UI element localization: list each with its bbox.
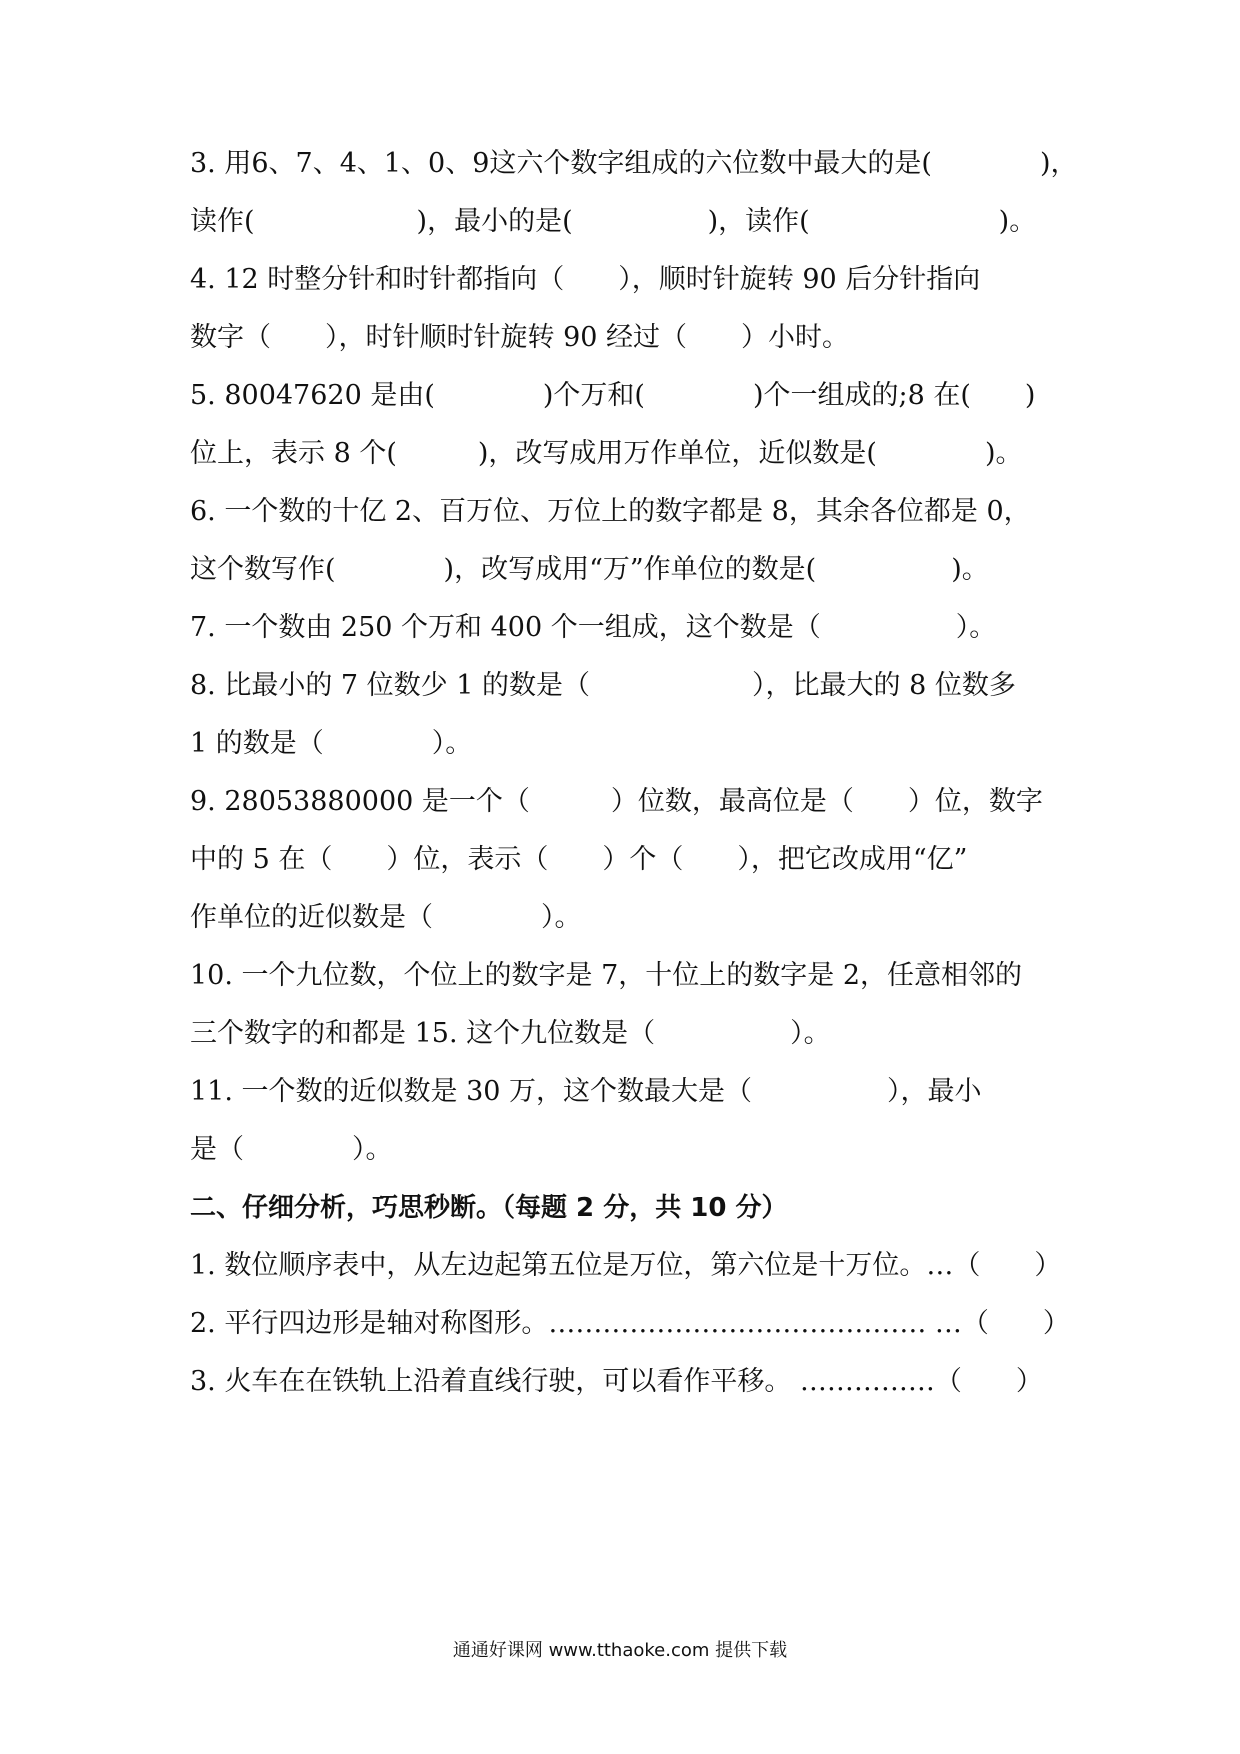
question-text: 2. 平行四边形是轴对称图形。…………………………………… …（ ） (190, 1308, 1070, 1339)
question-text: 8. 比最小的 7 位数少 1 的数是（ ），比最大的 8 位数多 (190, 670, 1016, 701)
question-text: 这个数写作( )，改写成用“万”作单位的数是( )。 (190, 554, 989, 585)
question-9-line-2 (190, 840, 1070, 880)
page-footer: 通通好课网 www.tthaoke.com 提供下载 (452, 1640, 788, 1661)
question-text: 三个数字的和都是 15. 这个九位数是（ ）。 (190, 1018, 831, 1049)
question-text: 9. 28053880000 是一个（ ）位数，最高位是（ ）位，数字 (190, 786, 1043, 817)
question-text: 4. 12 时整分针和时针都指向（ ），顺时针旋转 90 后分针指向 (190, 264, 981, 295)
question-text: 位上，表示 8 个( )，改写成用万作单位，近似数是( )。 (190, 438, 1023, 469)
question-text: 10. 一个九位数，个位上的数字是 7，十位上的数字是 2，任意相邻的 (190, 960, 1023, 991)
question-8-line-1 (190, 666, 1070, 706)
question-text: 1. 数位顺序表中，从左边起第五位是万位，第六位是十万位。…（ ） (190, 1250, 1062, 1281)
question-11-line-1 (190, 1072, 1070, 1112)
question-text: 11. 一个数的近似数是 30 万，这个数最大是（ ），最小 (190, 1076, 982, 1107)
true-false-item-3 (190, 1362, 1070, 1402)
question-4-line-1 (190, 260, 1070, 300)
question-text: 数字（ ），时针顺时针旋转 90 经过（ ）小时。 (190, 322, 850, 353)
question-8-line-2 (190, 724, 1070, 764)
question-10-line-2 (190, 1014, 1070, 1054)
question-text: 6. 一个数的十亿 2、百万位、万位上的数字都是 8，其余各位都是 0， (190, 496, 1031, 527)
question-5-line-1 (190, 376, 1070, 416)
section-heading-text: 二、仔细分析，巧思秒断。（每题 2 分，共 10 分） (190, 1193, 788, 1223)
true-false-item-2 (190, 1304, 1070, 1344)
question-11-line-2 (190, 1130, 1070, 1170)
question-10-line-1 (190, 956, 1070, 996)
question-9-line-3 (190, 898, 1070, 938)
question-7-line-1 (190, 608, 1070, 648)
question-text: 3. 用6、7、4、1、0、9这六个数字组成的六位数中最大的是( )， (190, 148, 1078, 179)
question-text: 3. 火车在在铁轨上沿着直线行驶，可以看作平移。 ……………（ ） (190, 1366, 1043, 1397)
question-3-line-2 (190, 202, 1070, 242)
question-text: 中的 5 在（ ）位，表示（ ）个（ ），把它改成用“亿” (190, 844, 968, 875)
question-text: 1 的数是（ ）。 (190, 728, 473, 759)
section-two-heading (190, 1188, 1070, 1228)
question-6-line-2 (190, 550, 1070, 590)
question-3-line-1 (190, 144, 1078, 184)
question-text: 读作( )，最小的是( )，读作( )。 (190, 206, 1037, 237)
question-6-line-1 (190, 492, 1070, 532)
question-text: 是（ ）。 (190, 1134, 393, 1165)
question-text: 5. 80047620 是由( )个万和( )个一组成的;8 在( ) (190, 380, 1036, 411)
question-4-line-2 (190, 318, 1070, 358)
question-9-line-1 (190, 782, 1070, 822)
question-5-line-2 (190, 434, 1070, 474)
question-text: 作单位的近似数是（ ）。 (190, 902, 582, 933)
true-false-item-1 (190, 1246, 1070, 1286)
question-text: 7. 一个数由 250 个万和 400 个一组成，这个数是（ ）。 (190, 612, 997, 643)
